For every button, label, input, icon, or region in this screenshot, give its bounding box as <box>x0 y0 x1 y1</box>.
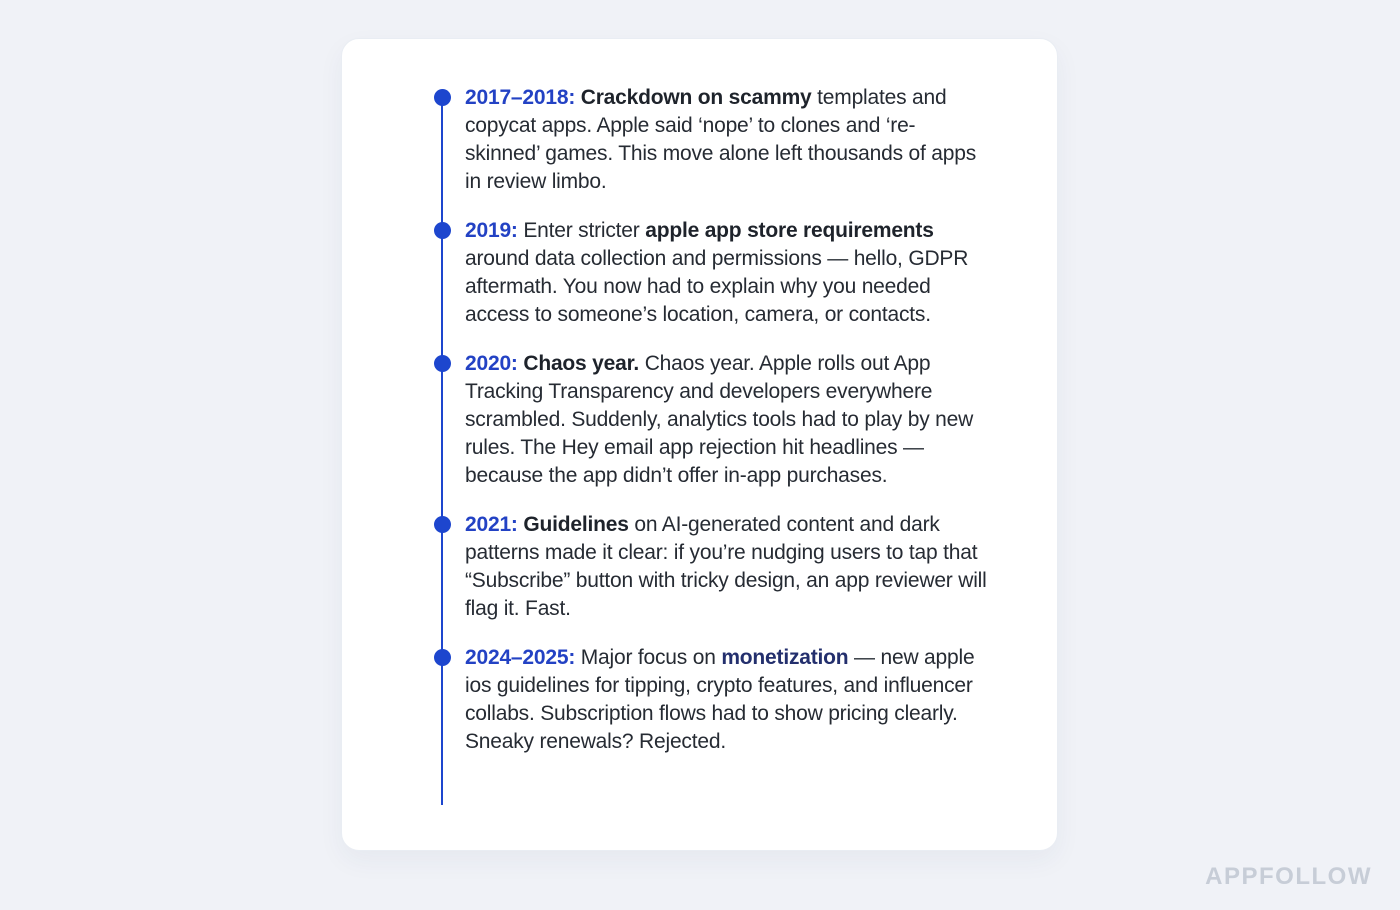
timeline-entry-text <box>465 352 973 487</box>
timeline-card <box>341 38 1058 851</box>
timeline-year-label: 2024–2025: <box>465 646 576 669</box>
timeline-year-label: 2017–2018: <box>465 86 576 109</box>
timeline-text-segment: templates and copycat apps. Apple said ‘nope’ to clones and ‘re-skinned’ games. This move alone left thousands of apps in review limbo. <box>465 86 977 193</box>
timeline-entry <box>465 644 987 756</box>
timeline-entry <box>465 217 987 329</box>
timeline-text-segment: monetization <box>721 646 849 669</box>
timeline-text-segment: Major focus on <box>575 646 722 669</box>
timeline-entry-text <box>465 513 987 620</box>
timeline-text-segment: Chaos year. <box>517 352 640 375</box>
timeline-text-segment: Guidelines <box>517 513 629 536</box>
timeline-dot-icon <box>434 516 451 533</box>
timeline-dot-icon <box>434 649 451 666</box>
timeline-year-label: 2020: <box>465 352 518 375</box>
timeline <box>342 84 1057 756</box>
timeline-text-segment: Chaos year. Apple rolls out App Tracking Transparency and developers everywhere scrambled. Suddenly, analytics tools had to play by new rules. The Hey email app rejection hit headlines — because the app didn’t offer in-app purchases. <box>465 352 974 487</box>
timeline-entries <box>342 84 1057 756</box>
timeline-entry-text <box>465 219 968 326</box>
timeline-year-label: 2019: <box>465 219 518 242</box>
timeline-text-segment: Enter stricter <box>517 219 646 242</box>
timeline-text-segment: Crackdown on scammy <box>575 86 812 109</box>
timeline-entry-text <box>465 646 974 753</box>
timeline-entry-text <box>465 86 976 193</box>
timeline-text-segment: around data collection and permissions — hello, GDPR aftermath. You now had to explain why you needed access to someone’s location, camera, or contacts. <box>465 247 969 326</box>
timeline-entry <box>465 350 987 490</box>
appfollow-watermark: APPFOLLOW <box>1205 863 1372 890</box>
timeline-dot-icon <box>434 355 451 372</box>
timeline-entry <box>465 511 987 623</box>
timeline-entry <box>465 84 987 196</box>
timeline-year-label: 2021: <box>465 513 518 536</box>
timeline-text-segment: — new apple ios guidelines for tipping, crypto features, and influencer collabs. Subscription flows had to show pricing clearly. Sneaky renewals? Rejected. <box>465 646 975 753</box>
timeline-dot-icon <box>434 89 451 106</box>
timeline-dot-icon <box>434 222 451 239</box>
timeline-line <box>441 98 443 805</box>
timeline-text-segment: on AI-generated content and dark patterns made it clear: if you’re nudging users to tap that “Subscribe” button with tricky design, an app reviewer will flag it. Fast. <box>465 513 987 620</box>
timeline-text-segment: apple app store requirements <box>645 219 934 242</box>
